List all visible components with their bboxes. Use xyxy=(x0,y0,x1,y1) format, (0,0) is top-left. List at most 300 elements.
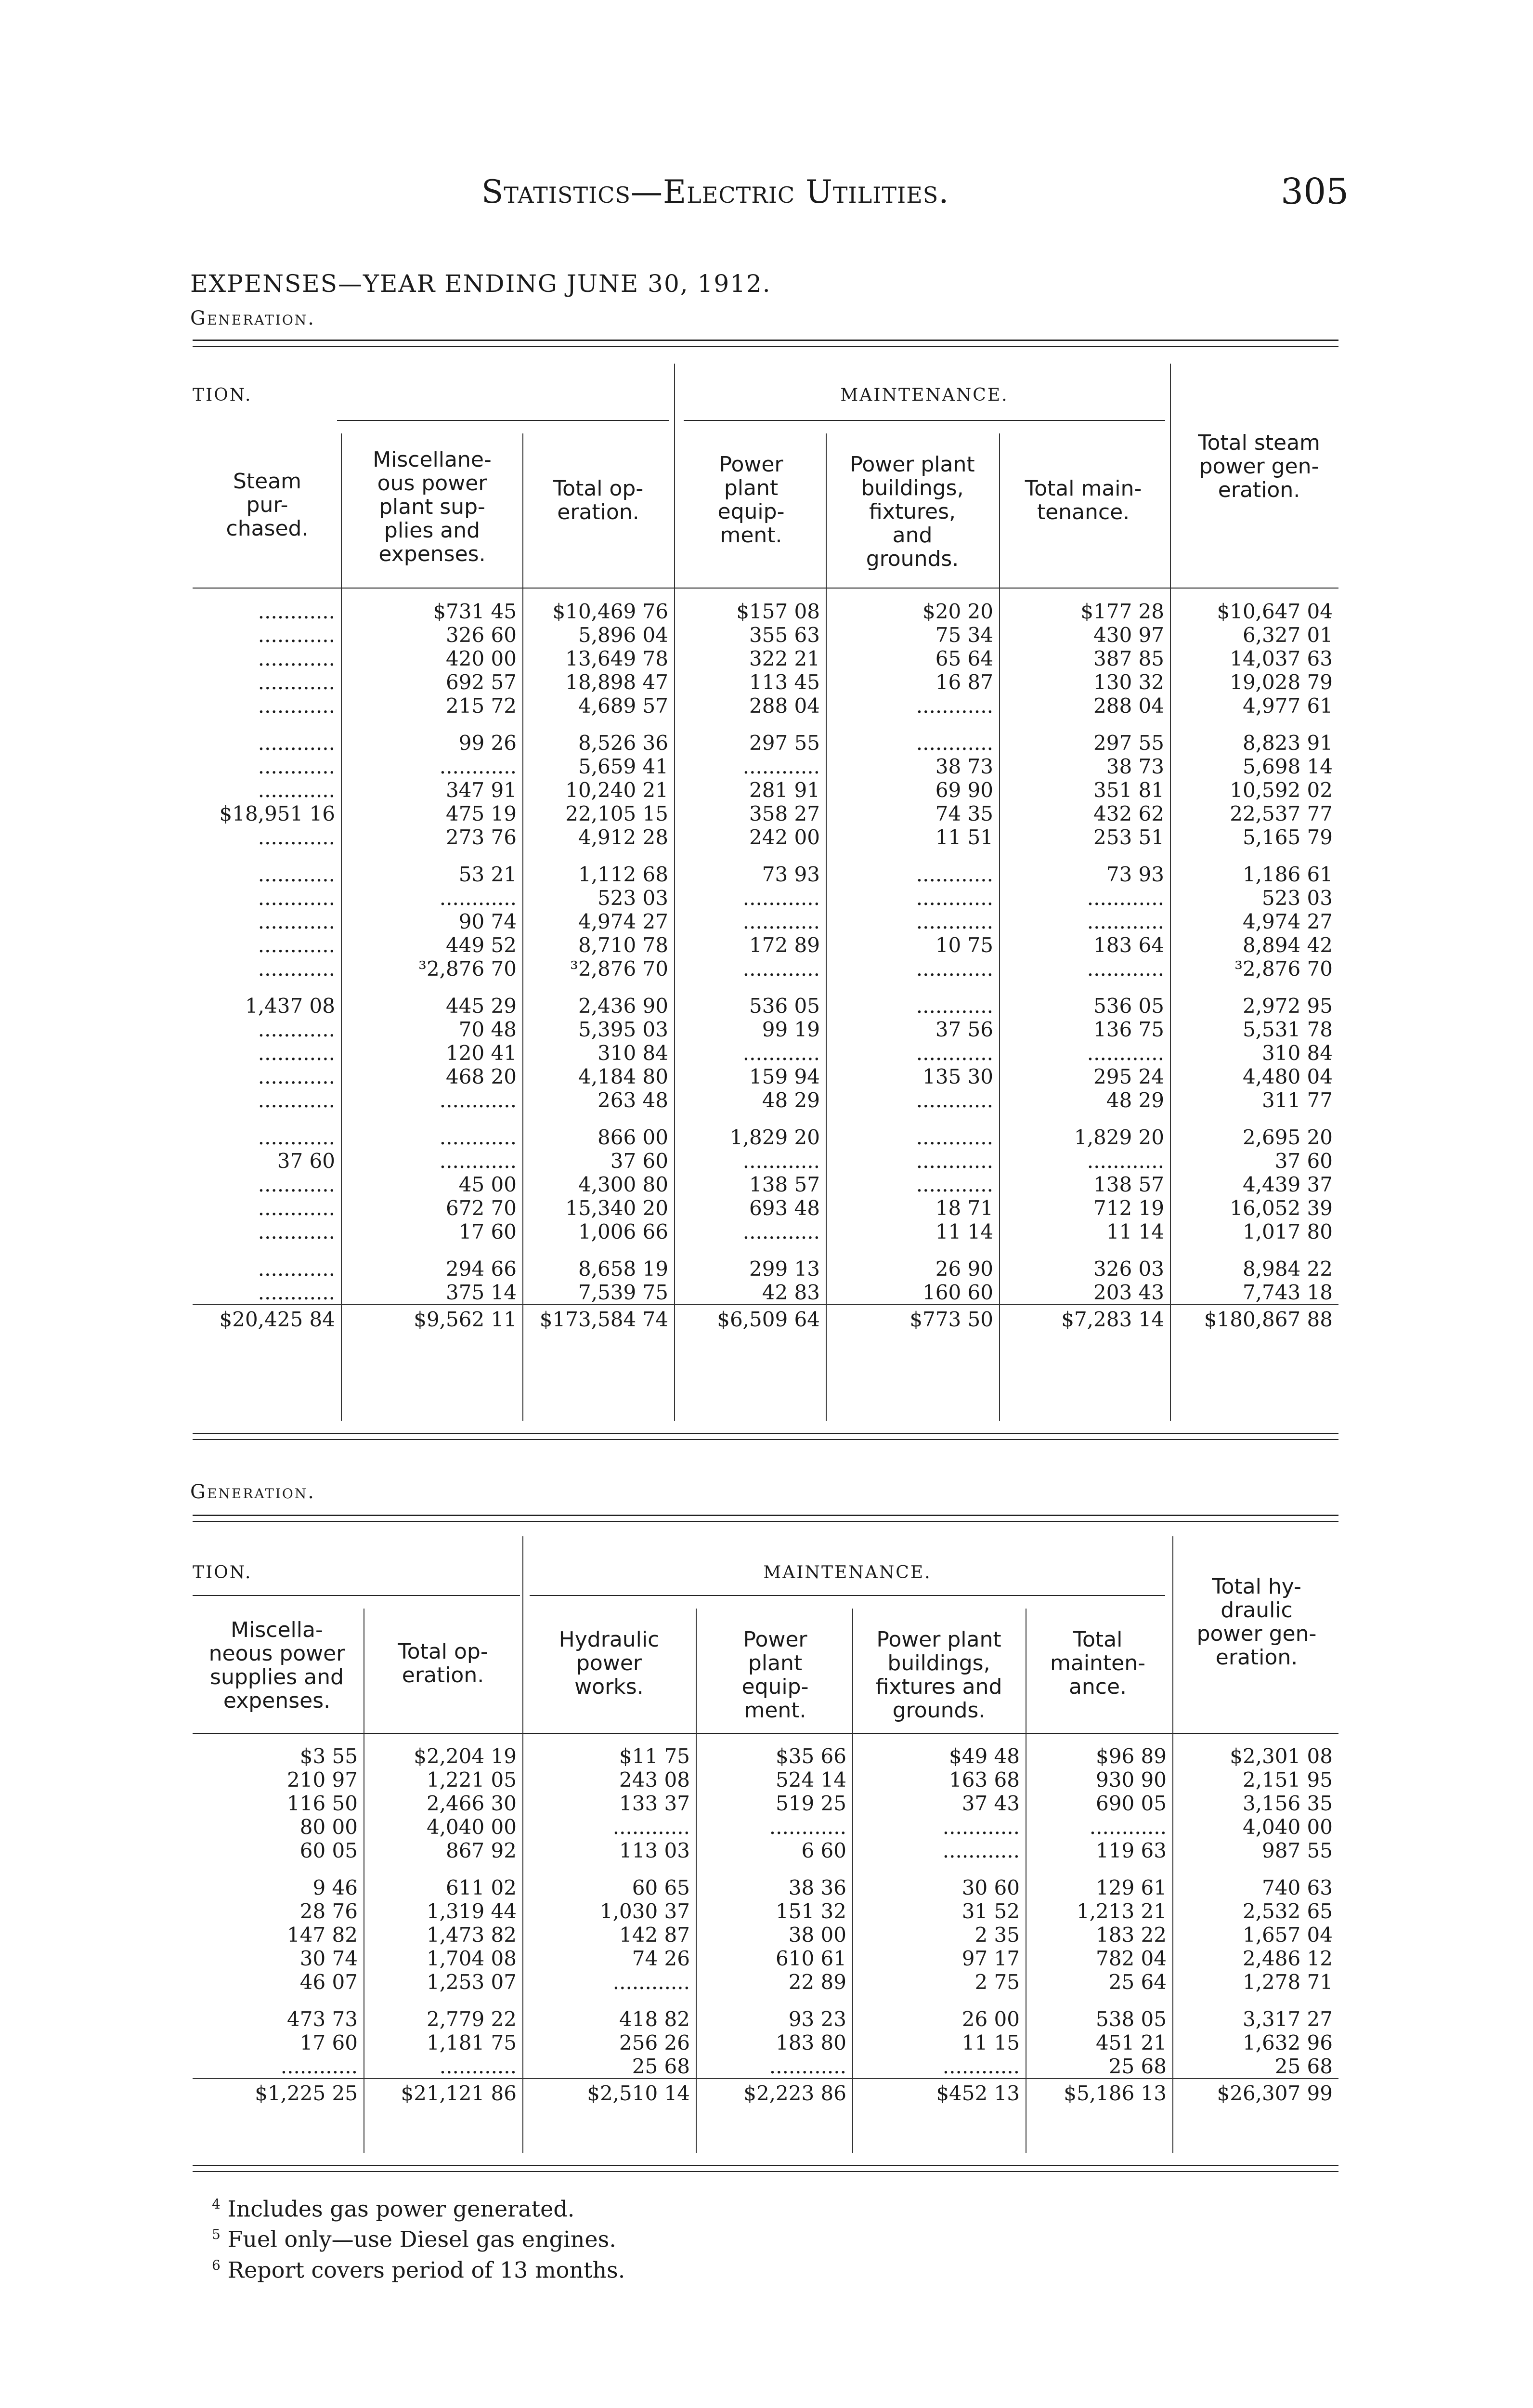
table-cell: 120 41 xyxy=(446,1041,517,1065)
table-cell: 473 73 xyxy=(287,2007,358,2031)
table-cell: 22 89 xyxy=(788,1970,846,1994)
hydro-group-rule-left xyxy=(193,1595,520,1596)
table-cell: 294 66 xyxy=(446,1257,517,1281)
table-cell: 90 74 xyxy=(458,910,517,933)
table-cell: 4,974 27 xyxy=(1242,910,1333,933)
table-cell: 295 24 xyxy=(1093,1065,1164,1088)
table-cell: 468 20 xyxy=(446,1065,517,1088)
table-cell: 37 60 xyxy=(1274,1149,1333,1173)
table-row xyxy=(193,1257,1338,1281)
table-cell: 26 90 xyxy=(935,1257,993,1281)
table-cell: 418 82 xyxy=(619,2007,690,2031)
table-row xyxy=(193,1149,1338,1173)
table-cell: ............ xyxy=(942,1815,1020,1839)
table-cell: 31 52 xyxy=(961,1899,1020,1923)
table-cell: ............ xyxy=(258,755,335,778)
table-cell: 2,436 90 xyxy=(578,994,668,1018)
table-cell: 1,181 75 xyxy=(426,2031,517,2055)
table-cell: 25 68 xyxy=(1274,2055,1333,2078)
table-cell: ............ xyxy=(258,910,335,933)
table-cell: ............ xyxy=(439,886,517,910)
hydro-col-buildings: Power plant buildings, fixtures and grounds. xyxy=(875,1627,1002,1723)
table-cell: 2,695 20 xyxy=(1242,1125,1333,1149)
total-cell: $2,223 86 xyxy=(696,2079,852,2108)
table-row xyxy=(193,863,1338,886)
table-cell: ............ xyxy=(916,1125,993,1149)
table-row xyxy=(193,933,1338,957)
hydro-top-rule xyxy=(193,1515,1338,1516)
table-cell: 11 15 xyxy=(961,2031,1020,2055)
table-cell: ............ xyxy=(258,1257,335,1281)
table-cell: ............ xyxy=(258,778,335,802)
table-cell: ............ xyxy=(258,1281,335,1304)
table-cell: ............ xyxy=(916,886,993,910)
table-row xyxy=(193,1792,1338,1815)
table-cell: 172 89 xyxy=(749,933,820,957)
table-cell: 138 57 xyxy=(1093,1173,1164,1196)
table-cell: ............ xyxy=(916,1149,993,1173)
total-cell: $452 13 xyxy=(852,2079,1026,2108)
steam-group-rule-left xyxy=(337,420,669,421)
hydro-section-label: Generation. xyxy=(190,1481,316,1503)
table-cell: 160 60 xyxy=(922,1281,993,1304)
table-cell: 432 62 xyxy=(1093,802,1164,825)
table-cell: 45 00 xyxy=(458,1173,517,1196)
table-cell: ³2,876 70 xyxy=(418,957,517,981)
hydro-top-rule-2 xyxy=(193,1521,1338,1522)
table-cell: 672 70 xyxy=(446,1196,517,1220)
hydro-col-misc: Miscella- neous power supplies and expenses. xyxy=(208,1618,345,1713)
table-cell: 8,894 42 xyxy=(1242,933,1333,957)
table-cell: $10,647 04 xyxy=(1217,600,1333,623)
steam-col-total-maintenance: Total main- tenance. xyxy=(1025,476,1142,524)
table-cell: 48 29 xyxy=(762,1088,820,1112)
table-cell: ............ xyxy=(916,731,993,755)
table-cell: 4,974 27 xyxy=(578,910,668,933)
steam-section-label: Generation. xyxy=(190,307,316,329)
table-cell: 4,040 00 xyxy=(1242,1815,1333,1839)
table-cell: ............ xyxy=(258,1018,335,1041)
table-row xyxy=(193,1899,1338,1923)
table-cell: 37 43 xyxy=(961,1792,1020,1815)
table-cell: 25 64 xyxy=(1108,1970,1167,1994)
hydro-col-total-operation: Total op- eration. xyxy=(398,1639,488,1688)
table-cell: 113 03 xyxy=(619,1839,690,1862)
table-cell: 1,829 20 xyxy=(729,1125,820,1149)
table-cell: 538 05 xyxy=(1096,2007,1167,2031)
table-row xyxy=(193,994,1338,1018)
group-spacer xyxy=(193,981,1338,994)
table-row xyxy=(193,1876,1338,1899)
table-cell: 37 60 xyxy=(610,1149,668,1173)
table-cell: 2 35 xyxy=(974,1923,1020,1947)
table-cell: 183 22 xyxy=(1096,1923,1167,1947)
steam-bottom-rule-2 xyxy=(193,1439,1338,1440)
table-cell: ............ xyxy=(258,825,335,849)
table-cell: 297 55 xyxy=(749,731,820,755)
total-cell: $6,509 64 xyxy=(674,1305,826,1334)
table-cell: 326 03 xyxy=(1093,1257,1164,1281)
table-cell: 449 52 xyxy=(446,933,517,957)
group-spacer xyxy=(193,1994,1338,2007)
table-cell: 5,165 79 xyxy=(1242,825,1333,849)
table-cell: 3,317 27 xyxy=(1242,2007,1333,2031)
table-cell: 60 05 xyxy=(299,1839,358,1862)
table-cell: 97 17 xyxy=(961,1947,1020,1970)
table-cell: 5,698 14 xyxy=(1242,755,1333,778)
table-cell: ............ xyxy=(439,1149,517,1173)
table-cell: 4,912 28 xyxy=(578,825,668,849)
total-cell: $773 50 xyxy=(826,1305,999,1334)
steam-bottom-rule xyxy=(193,1433,1338,1434)
table-cell: 2,466 30 xyxy=(426,1792,517,1815)
hydro-bottom-rule-2 xyxy=(193,2171,1338,2172)
table-cell: 80 00 xyxy=(299,1815,358,1839)
table-cell: 25 68 xyxy=(1108,2055,1167,2078)
table-cell: 712 19 xyxy=(1093,1196,1164,1220)
table-cell: ............ xyxy=(439,1125,517,1149)
hydro-col-power-plant-equipment: Power plant equip- ment. xyxy=(741,1627,809,1723)
table-cell: 867 92 xyxy=(446,1839,517,1862)
table-cell: 519 25 xyxy=(776,1792,846,1815)
table-cell: 4,480 04 xyxy=(1242,1065,1333,1088)
table-cell: 281 91 xyxy=(749,778,820,802)
table-cell: $96 89 xyxy=(1096,1744,1167,1768)
table-cell: $35 66 xyxy=(776,1744,846,1768)
table-cell: 129 61 xyxy=(1096,1876,1167,1899)
table-cell: 2,972 95 xyxy=(1242,994,1333,1018)
table-cell: 183 64 xyxy=(1093,933,1164,957)
table-cell: 930 90 xyxy=(1096,1768,1167,1792)
table-cell: 203 43 xyxy=(1093,1281,1164,1304)
table-cell: 297 55 xyxy=(1093,731,1164,755)
table-cell: 322 21 xyxy=(749,647,820,670)
table-cell: 151 32 xyxy=(776,1899,846,1923)
table-cell: ............ xyxy=(258,647,335,670)
table-cell: 136 75 xyxy=(1093,1018,1164,1041)
table-cell: 130 32 xyxy=(1093,670,1164,694)
table-row xyxy=(193,1088,1338,1112)
table-cell: 5,395 03 xyxy=(578,1018,668,1041)
table-cell: 30 74 xyxy=(299,1947,358,1970)
group-spacer xyxy=(193,1112,1338,1125)
total-cell: $20,425 84 xyxy=(193,1305,341,1334)
table-row xyxy=(193,1220,1338,1243)
table-cell: 46 07 xyxy=(299,1970,358,1994)
table-cell: 38 73 xyxy=(935,755,993,778)
table-row xyxy=(193,1839,1338,1862)
footnotes xyxy=(212,2191,625,2283)
table-row xyxy=(193,1815,1338,1839)
table-cell: 2,779 22 xyxy=(426,2007,517,2031)
table-cell: 1,473 82 xyxy=(426,1923,517,1947)
table-cell: ............ xyxy=(258,1065,335,1088)
table-cell: $3 55 xyxy=(299,1744,358,1768)
table-cell: ............ xyxy=(258,670,335,694)
table-cell: 19,028 79 xyxy=(1230,670,1333,694)
hydro-group-rule-right xyxy=(530,1595,1165,1596)
table-cell: 536 05 xyxy=(749,994,820,1018)
table-cell: 37 60 xyxy=(277,1149,335,1173)
table-cell: ............ xyxy=(1087,1149,1164,1173)
table-row xyxy=(193,1065,1338,1088)
table-cell: 692 57 xyxy=(446,670,517,694)
table-cell: 326 60 xyxy=(446,623,517,647)
table-cell: 38 36 xyxy=(788,1876,846,1899)
table-cell: ............ xyxy=(916,957,993,981)
table-cell: ............ xyxy=(258,957,335,981)
table-row xyxy=(193,623,1338,647)
page-number: 305 xyxy=(1281,171,1349,212)
table-cell: ............ xyxy=(769,2055,846,2078)
table-cell: ............ xyxy=(258,1088,335,1112)
table-row xyxy=(193,1041,1338,1065)
group-spacer xyxy=(193,718,1338,731)
table-cell: 73 93 xyxy=(1106,863,1164,886)
table-cell: 2,151 95 xyxy=(1242,1768,1333,1792)
steam-top-rule xyxy=(193,340,1338,341)
table-cell: 210 97 xyxy=(287,1768,358,1792)
table-cell: 65 64 xyxy=(935,647,993,670)
table-cell: ............ xyxy=(258,731,335,755)
table-cell: 4,439 37 xyxy=(1242,1173,1333,1196)
table-cell: 782 04 xyxy=(1096,1947,1167,1970)
table-cell: 37 56 xyxy=(935,1018,993,1041)
totals-row xyxy=(193,2079,1338,2108)
hydro-group-tion: TION. xyxy=(193,1563,252,1583)
table-cell: ............ xyxy=(258,694,335,718)
table-cell: 16,052 39 xyxy=(1230,1196,1333,1220)
table-cell: ............ xyxy=(916,863,993,886)
table-cell: $177 28 xyxy=(1080,600,1164,623)
table-cell: ............ xyxy=(439,1088,517,1112)
table-cell: ³2,876 70 xyxy=(570,957,668,981)
table-cell: 1,632 96 xyxy=(1242,2031,1333,2055)
table-cell: ............ xyxy=(258,623,335,647)
table-row xyxy=(193,2007,1338,2031)
table-cell: 351 81 xyxy=(1093,778,1164,802)
table-cell: $18,951 16 xyxy=(219,802,335,825)
table-row xyxy=(193,694,1338,718)
table-cell: 42 83 xyxy=(762,1281,820,1304)
total-cell: $1,225 25 xyxy=(193,2079,364,2108)
table-cell: 138 57 xyxy=(749,1173,820,1196)
table-row xyxy=(193,1970,1338,1994)
table-cell: 8,526 36 xyxy=(578,731,668,755)
table-cell: ............ xyxy=(742,886,820,910)
table-row xyxy=(193,778,1338,802)
table-cell: ............ xyxy=(942,1839,1020,1862)
table-cell: 2 75 xyxy=(974,1970,1020,1994)
group-spacer xyxy=(193,849,1338,863)
table-cell: 15,340 20 xyxy=(565,1196,668,1220)
table-cell: 1,829 20 xyxy=(1074,1125,1164,1149)
table-cell: ............ xyxy=(916,694,993,718)
table-cell: 740 63 xyxy=(1262,1876,1333,1899)
table-cell: 28 76 xyxy=(299,1899,358,1923)
total-cell: $2,510 14 xyxy=(522,2079,696,2108)
group-spacer xyxy=(193,1243,1338,1257)
table-cell: 11 14 xyxy=(1106,1220,1164,1243)
table-cell: 8,984 22 xyxy=(1242,1257,1333,1281)
table-cell: ............ xyxy=(258,886,335,910)
table-cell: 3,156 35 xyxy=(1242,1792,1333,1815)
table-cell: 1,030 37 xyxy=(599,1899,690,1923)
table-cell: ............ xyxy=(258,1220,335,1243)
table-cell: ............ xyxy=(742,755,820,778)
table-cell: 215 72 xyxy=(446,694,517,718)
table-cell: ............ xyxy=(742,1220,820,1243)
table-cell: 135 30 xyxy=(922,1065,993,1088)
table-cell: 70 48 xyxy=(458,1018,517,1041)
table-cell: ............ xyxy=(742,1149,820,1173)
table-cell: ............ xyxy=(1087,886,1164,910)
table-row xyxy=(193,886,1338,910)
steam-group-tion: TION. xyxy=(193,385,252,405)
table-cell: 524 14 xyxy=(776,1768,846,1792)
table-cell: $2,301 08 xyxy=(1230,1744,1333,1768)
table-cell: ............ xyxy=(258,1173,335,1196)
table-cell: ³2,876 70 xyxy=(1234,957,1333,981)
table-cell: 22,105 15 xyxy=(565,802,668,825)
table-cell: 375 14 xyxy=(446,1281,517,1304)
table-cell: ............ xyxy=(1089,1815,1167,1839)
totals-row xyxy=(193,1305,1338,1334)
table-cell: 4,689 57 xyxy=(578,694,668,718)
table-cell: 113 45 xyxy=(749,670,820,694)
table-cell: 358 27 xyxy=(749,802,820,825)
table-cell: 299 13 xyxy=(749,1257,820,1281)
table-cell: 1,213 21 xyxy=(1076,1899,1167,1923)
table-cell: 116 50 xyxy=(287,1792,358,1815)
hydro-group-maintenance: MAINTENANCE. xyxy=(763,1563,932,1583)
table-cell: $10,469 76 xyxy=(552,600,668,623)
footnote: $^6$ Report covers period of 13 months. xyxy=(212,2256,625,2283)
table-row xyxy=(193,825,1338,849)
steam-top-rule-2 xyxy=(193,346,1338,347)
table-row xyxy=(193,1947,1338,1970)
table-cell: ............ xyxy=(769,1815,846,1839)
table-cell: 242 00 xyxy=(749,825,820,849)
table-cell: 523 03 xyxy=(1262,886,1333,910)
table-cell: 8,823 91 xyxy=(1242,731,1333,755)
table-cell: 147 82 xyxy=(287,1923,358,1947)
table-cell: 690 05 xyxy=(1096,1792,1167,1815)
table-row xyxy=(193,1281,1338,1305)
table-cell: 163 68 xyxy=(949,1768,1020,1792)
table-cell: ............ xyxy=(916,994,993,1018)
hydro-data-table xyxy=(193,1744,1338,2108)
table-cell: 263 48 xyxy=(598,1088,668,1112)
table-cell: $2,204 19 xyxy=(414,1744,517,1768)
table-cell: 133 37 xyxy=(619,1792,690,1815)
table-cell: 9 46 xyxy=(312,1876,358,1899)
total-cell: $26,307 99 xyxy=(1172,2079,1338,2108)
table-cell: 99 26 xyxy=(458,731,517,755)
table-cell: 1,278 71 xyxy=(1242,1970,1333,1994)
table-cell: 311 77 xyxy=(1262,1088,1333,1112)
table-cell: 288 04 xyxy=(1093,694,1164,718)
table-row xyxy=(193,1744,1338,1768)
table-row xyxy=(193,2055,1338,2079)
table-cell: ............ xyxy=(916,1088,993,1112)
table-cell: ............ xyxy=(742,957,820,981)
table-cell: 73 93 xyxy=(762,863,820,886)
table-title: EXPENSES—YEAR ENDING JUNE 30, 1912. xyxy=(190,270,771,298)
steam-col-power-plant-equipment: Power plant equip- ment. xyxy=(717,452,785,548)
table-row xyxy=(193,957,1338,981)
steam-group-maintenance: MAINTENANCE. xyxy=(840,385,1009,405)
table-cell: ............ xyxy=(258,933,335,957)
table-cell: 310 84 xyxy=(598,1041,668,1065)
table-cell: 4,040 00 xyxy=(426,1815,517,1839)
table-cell: 11 51 xyxy=(935,825,993,849)
table-cell: 4,184 80 xyxy=(578,1065,668,1088)
table-cell: ............ xyxy=(1087,910,1164,933)
table-cell: 38 00 xyxy=(788,1923,846,1947)
table-cell: 1,657 04 xyxy=(1242,1923,1333,1947)
table-cell: 48 29 xyxy=(1106,1088,1164,1112)
table-cell: 987 55 xyxy=(1262,1839,1333,1862)
table-cell: ............ xyxy=(1087,957,1164,981)
table-cell: 1,112 68 xyxy=(578,863,668,886)
table-cell: 1,221 05 xyxy=(426,1768,517,1792)
total-cell: $21,121 86 xyxy=(364,2079,522,2108)
table-row xyxy=(193,755,1338,778)
total-cell: $180,867 88 xyxy=(1170,1305,1338,1334)
table-cell: 4,977 61 xyxy=(1242,694,1333,718)
table-cell: 7,539 75 xyxy=(578,1281,668,1304)
total-cell: $9,562 11 xyxy=(341,1305,522,1334)
table-cell: ............ xyxy=(612,1815,690,1839)
table-row xyxy=(193,1196,1338,1220)
hydro-col-total-maintenance: Total mainten- ance. xyxy=(1050,1627,1146,1699)
table-cell: 420 00 xyxy=(446,647,517,670)
table-cell: ............ xyxy=(916,910,993,933)
table-cell: ............ xyxy=(258,1125,335,1149)
table-cell: 2,532 65 xyxy=(1242,1899,1333,1923)
table-cell: 1,186 61 xyxy=(1242,863,1333,886)
table-row xyxy=(193,1173,1338,1196)
table-cell: ............ xyxy=(916,1041,993,1065)
table-cell: 7,743 18 xyxy=(1242,1281,1333,1304)
table-cell: 387 85 xyxy=(1093,647,1164,670)
table-cell: 53 21 xyxy=(458,863,517,886)
table-cell: $11 75 xyxy=(619,1744,690,1768)
table-cell: $49 48 xyxy=(949,1744,1020,1768)
table-row xyxy=(193,1768,1338,1792)
table-cell: 99 19 xyxy=(762,1018,820,1041)
table-cell: ............ xyxy=(916,1173,993,1196)
running-head: Statistics—Electric Utilities. xyxy=(481,173,949,210)
table-cell: 74 35 xyxy=(935,802,993,825)
table-cell: ............ xyxy=(439,2055,517,2078)
table-cell: ............ xyxy=(280,2055,358,2078)
table-cell: 693 48 xyxy=(749,1196,820,1220)
table-cell: 75 34 xyxy=(935,623,993,647)
table-cell: 5,531 78 xyxy=(1242,1018,1333,1041)
steam-header-rule xyxy=(193,588,1338,589)
table-cell: 5,896 04 xyxy=(578,623,668,647)
table-cell: 866 00 xyxy=(598,1125,668,1149)
table-row xyxy=(193,647,1338,670)
table-cell: 1,017 80 xyxy=(1242,1220,1333,1243)
table-row xyxy=(193,731,1338,755)
table-row xyxy=(193,910,1338,933)
table-cell: $20 20 xyxy=(922,600,993,623)
table-cell: ............ xyxy=(258,600,335,623)
table-row xyxy=(193,2031,1338,2055)
